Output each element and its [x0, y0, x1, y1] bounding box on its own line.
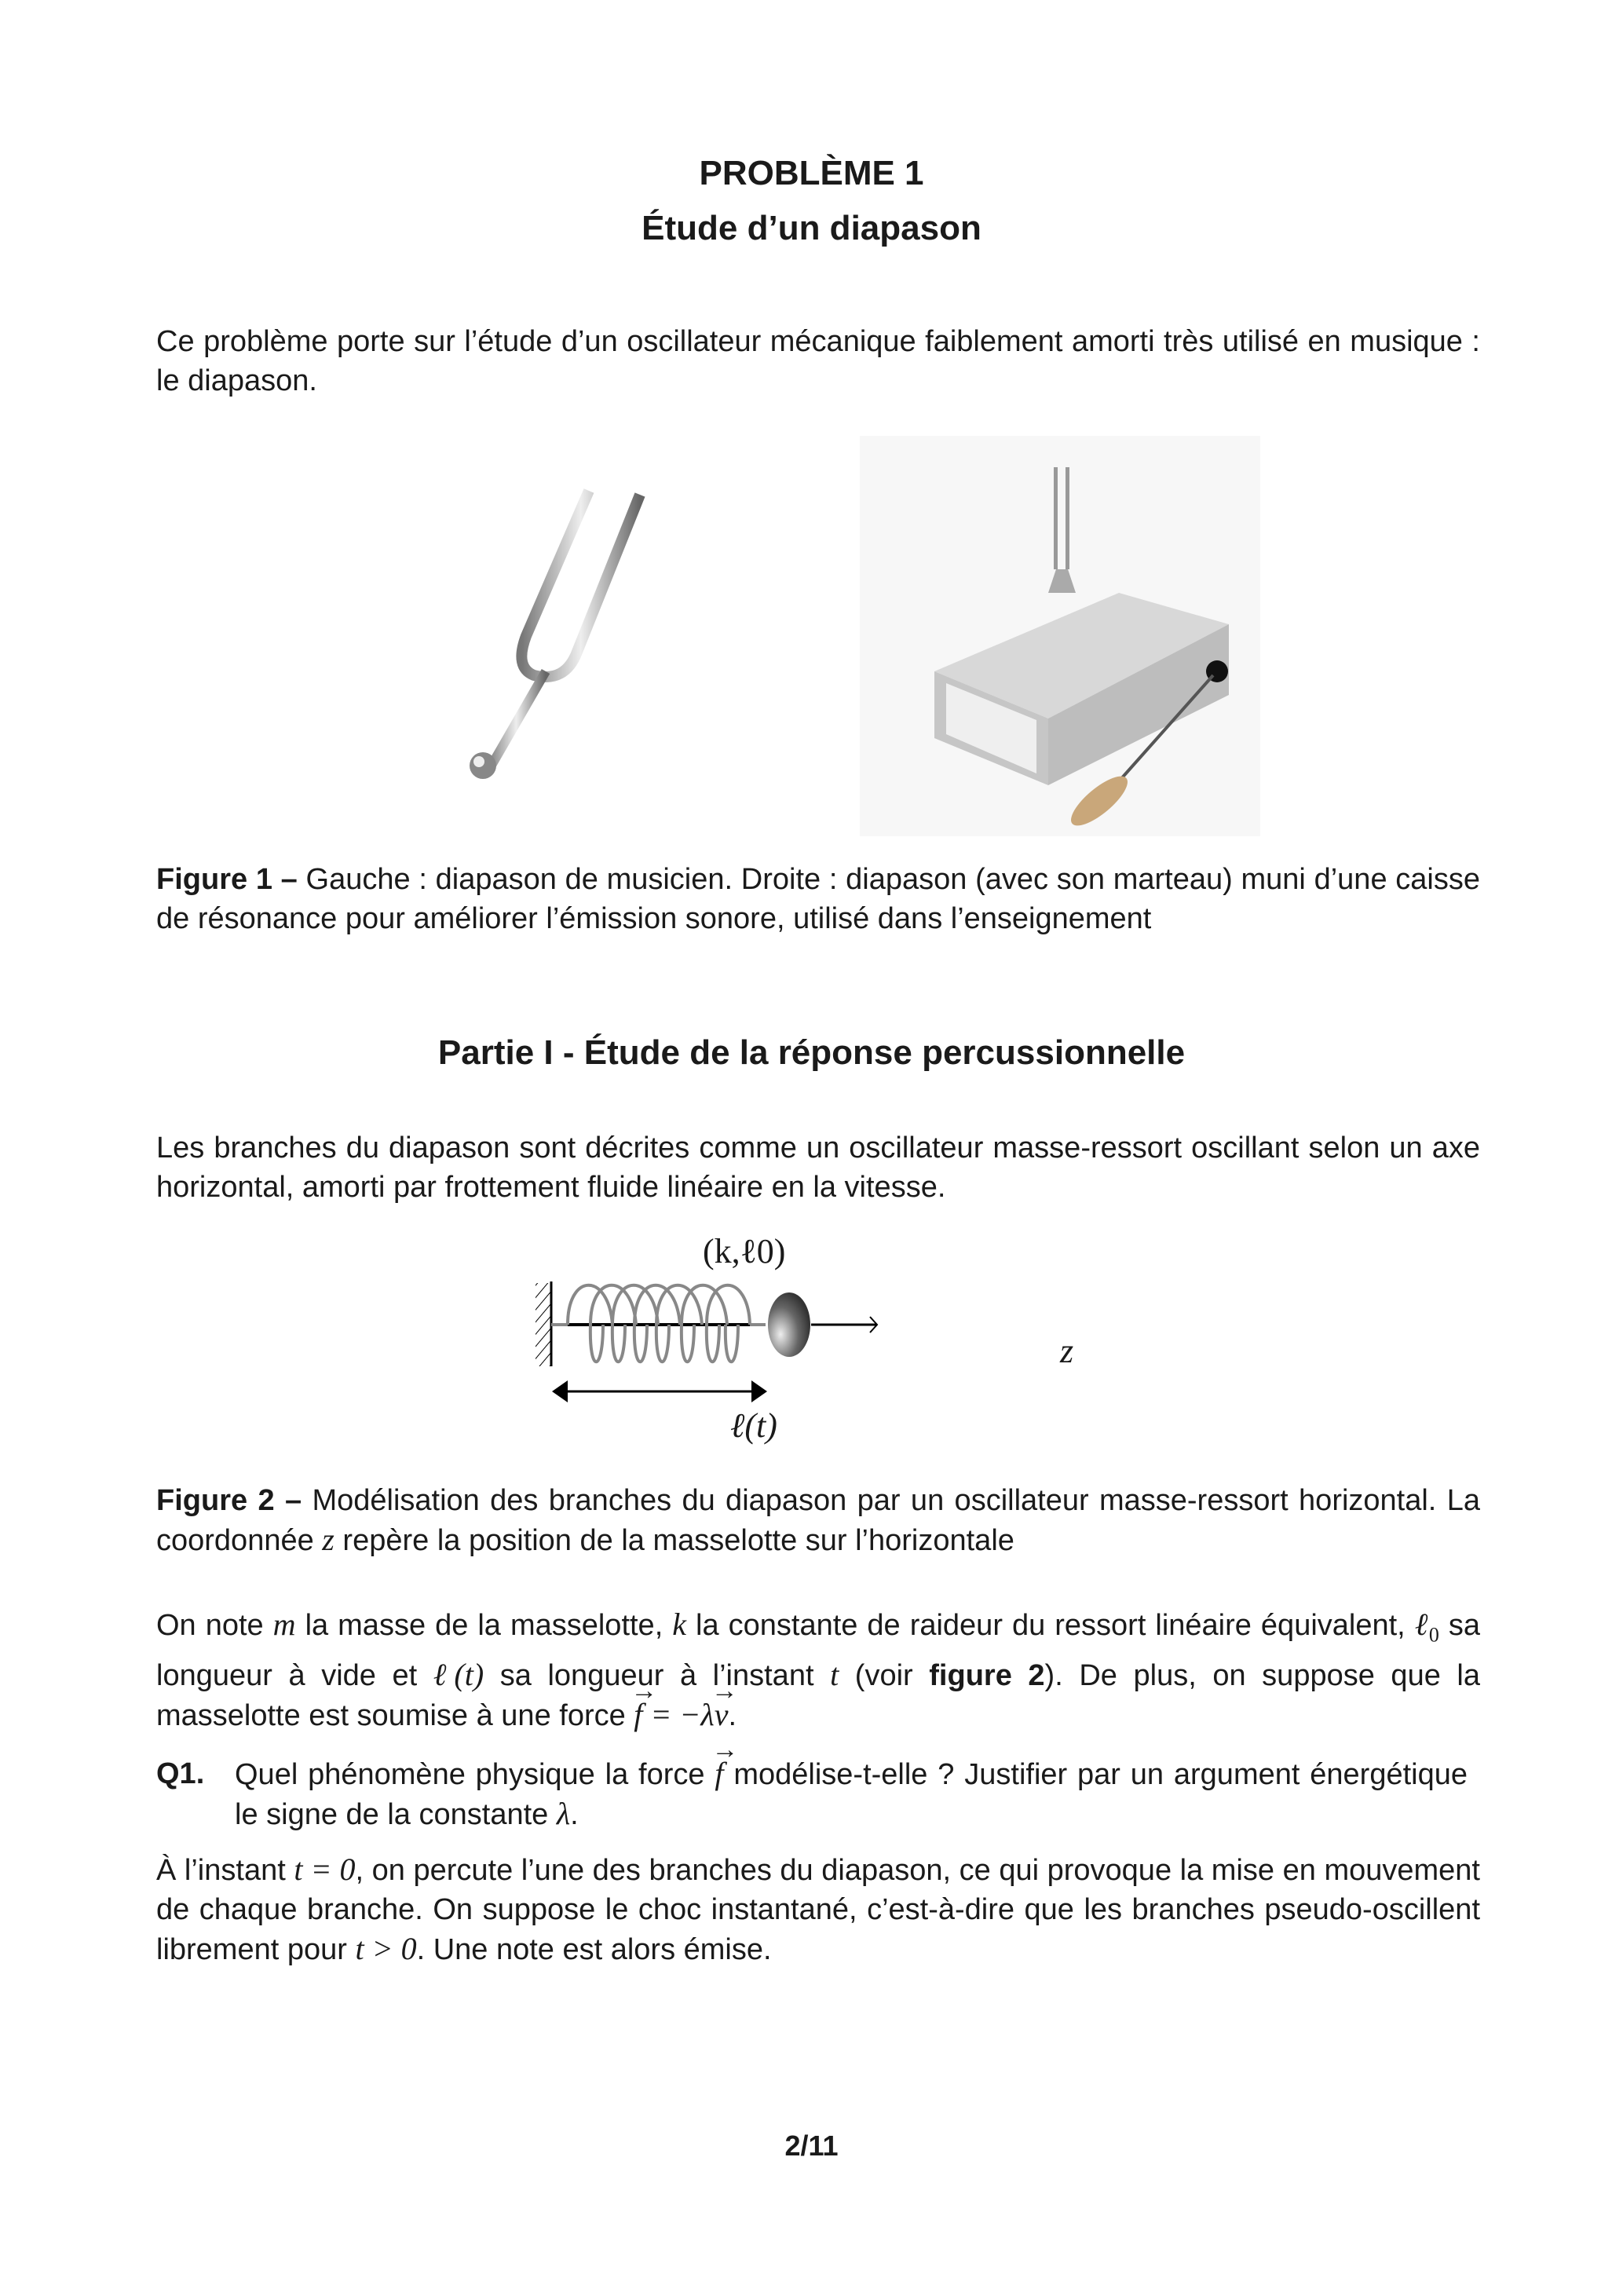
velocity-vector: → v	[715, 1695, 729, 1735]
math-var: λ	[556, 1796, 571, 1831]
math-var: ℓ(t)	[433, 1656, 484, 1692]
math-eq: t = 0	[294, 1852, 356, 1887]
caption-text: repère la position de la masselotte sur l’horizontale	[334, 1524, 1014, 1557]
force-vector: → f	[634, 1695, 642, 1735]
caption-text: Modélisation des branches du diapason par un oscillateur masse-ressort horizontal. La coordonnée	[156, 1484, 1480, 1557]
text: On note	[156, 1609, 273, 1642]
tuning-fork-image	[440, 479, 707, 793]
text: .	[728, 1698, 737, 1732]
notation-paragraph	[156, 1605, 1480, 1735]
figure-ref: figure 2	[929, 1658, 1045, 1692]
problem-title: PROBLÈME 1	[699, 154, 924, 192]
mass-ball	[768, 1292, 810, 1357]
q1-text	[235, 1754, 1468, 1834]
length-label: ℓ(t)	[730, 1406, 777, 1445]
figure1-caption-text: Gauche : diapason de musicien. Droite : diapason (avec son marteau) muni d’une caisse de résonance pour améliorer l’émission sonore, utilisé dans l’enseignement	[156, 863, 1481, 935]
figure1-label: Figure 1 –	[156, 863, 298, 896]
percussion-paragraph	[156, 1850, 1480, 1969]
math-sub: 0	[1428, 1623, 1439, 1647]
text: sa longueur à l’instant	[484, 1658, 831, 1692]
math-var: k	[672, 1607, 687, 1642]
text: la masse de la masselotte,	[295, 1609, 673, 1642]
figure1-caption	[156, 860, 1480, 938]
intro-paragraph: Ce problème porte sur l’étude d’un oscillateur mécanique faiblement amorti très utilisé en musique : le diapason.	[156, 325, 1480, 397]
text: , on percute l’une des branches du diapason, ce qui provoque la mise en mouvement de chaque branche. On suppose le choc instantané, c’est-à-dire que les branches pseudo-oscillent librement pour	[156, 1854, 1480, 1966]
math-var: ℓ	[1414, 1607, 1429, 1642]
question-q1	[156, 1754, 1480, 1834]
text: sa longueur à vide et	[156, 1609, 1481, 1692]
figure2-caption	[156, 1481, 1480, 1560]
math-eq: t > 0	[355, 1931, 417, 1966]
spring-mass-diagram	[510, 1217, 1139, 1468]
text: Quel phénomène physique la force	[235, 1758, 715, 1791]
text: . Une note est alors émise.	[416, 1933, 772, 1966]
part1-paragraph: Les branches du diapason sont décrites comme un oscillateur masse-ressort oscillant selon un axe horizontal, amorti par frottement fluide linéaire en la vitesse.	[156, 1132, 1480, 1204]
text: la constante de raideur du ressort linéaire équivalent,	[686, 1609, 1415, 1642]
text: modélise-t-elle ? Justifier par un argument énergétique le signe de la constante	[235, 1758, 1468, 1831]
problem-subtitle: Étude d’un diapason	[642, 209, 981, 247]
page-number: 2/11	[784, 2130, 839, 2162]
text: À l’instant	[156, 1854, 294, 1887]
figure2-label: Figure 2 –	[156, 1484, 302, 1517]
text: .	[570, 1798, 579, 1831]
math-eq: = −λ	[642, 1696, 715, 1732]
wall-hatch	[536, 1283, 551, 1366]
math-var: z	[322, 1522, 334, 1557]
part1-title: Partie I - Étude de la réponse percussionnelle	[437, 1033, 1186, 1072]
text: ). De plus, on suppose que la masselotte est soumise à une force	[156, 1658, 1480, 1732]
force-vector: → f	[715, 1754, 723, 1793]
resonance-box-image	[860, 436, 1260, 836]
math-var: t	[830, 1656, 839, 1692]
spring-label: (k,ℓ0)	[703, 1232, 786, 1270]
z-axis-label: z	[1060, 1332, 1074, 1370]
text: (voir	[839, 1658, 930, 1692]
math-var: m	[272, 1607, 296, 1642]
q1-label: Q1.	[156, 1757, 205, 1790]
